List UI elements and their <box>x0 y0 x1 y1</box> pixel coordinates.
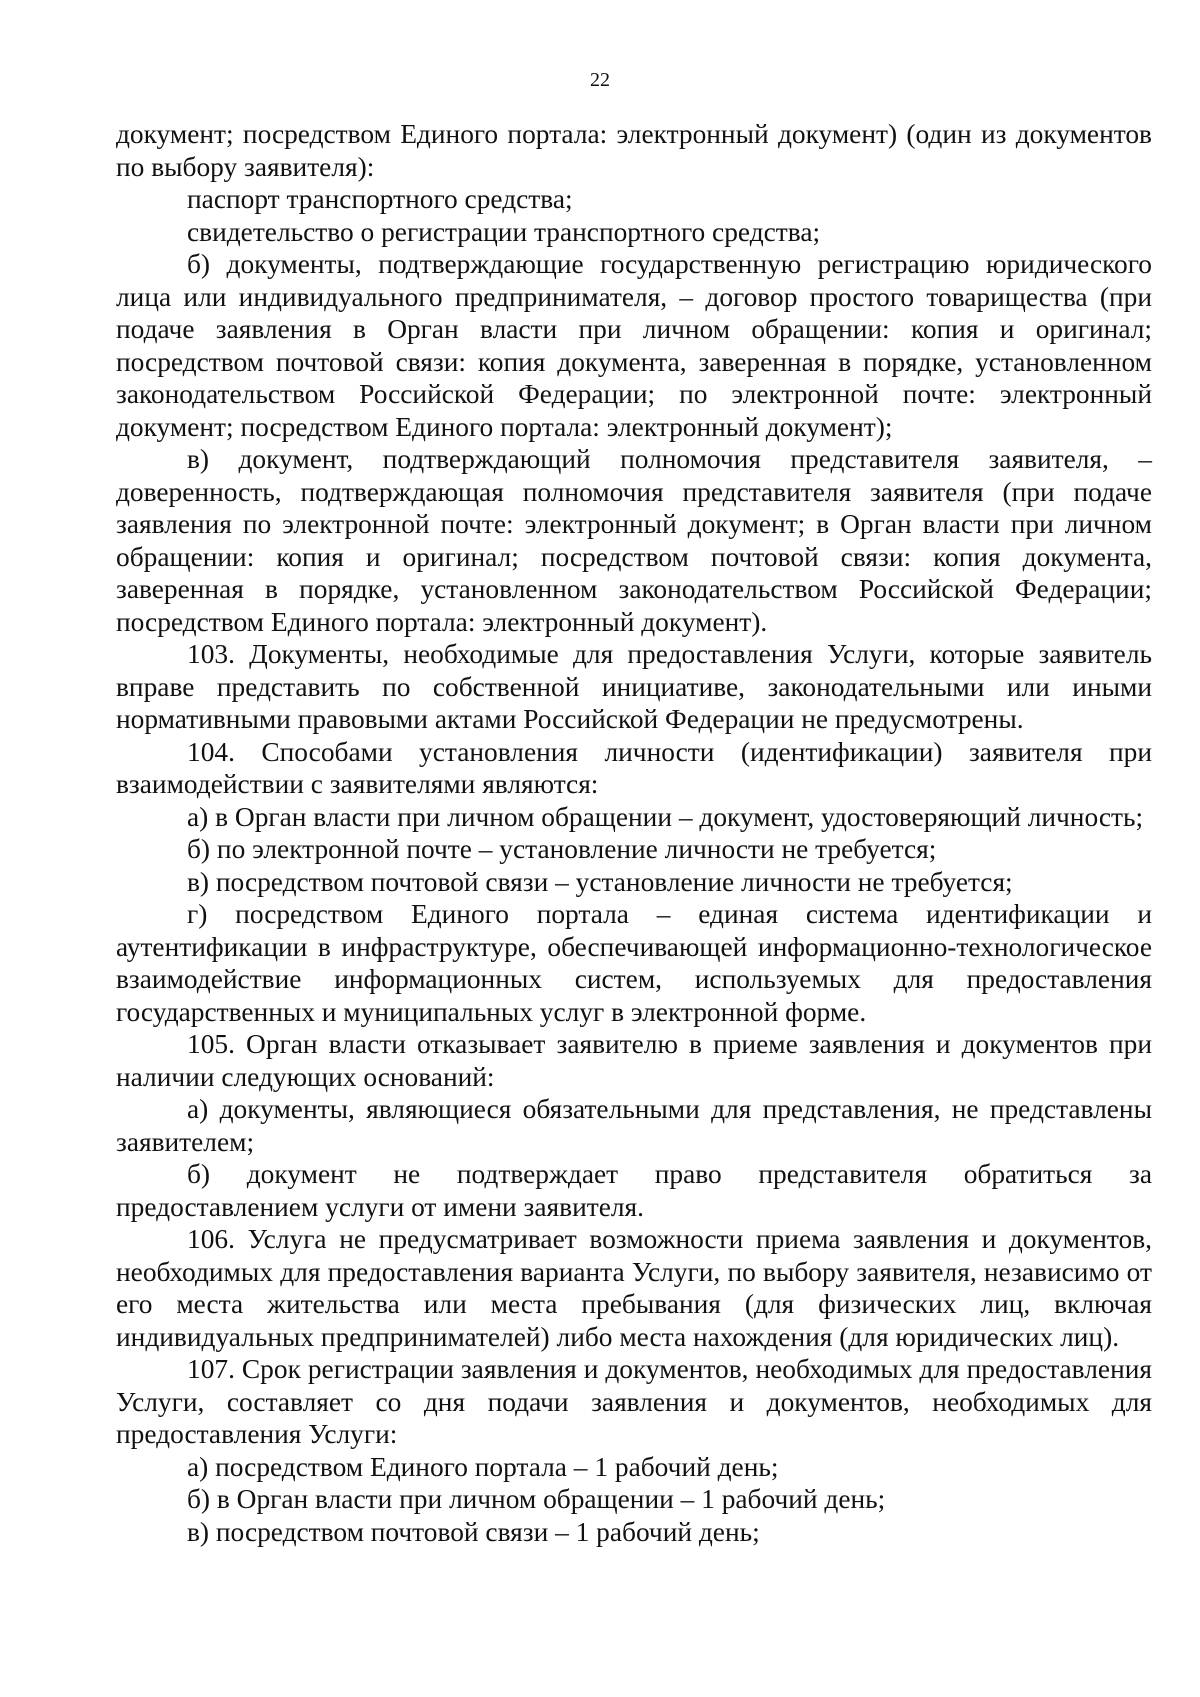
paragraph: свидетельство о регистрации транспортного средства; <box>187 216 821 247</box>
paragraph: 106. Услуга не предусматривает возможности приема заявления и документов, необходимых для предоставления варианта Услуги, по выбору заявителя, независимо от его места жительства или места пребывания (для физических лиц, включая индивидуальных предпринимателей) либо места нахождения (для юридических лиц). <box>116 1224 1152 1352</box>
paragraph: 103. Документы, необходимые для предоставления Услуги, которые заявитель вправе представить по собственной инициативе, законодательными или иными нормативными правовыми актами Российской Федерации не предусмотрены. <box>116 639 1152 734</box>
paragraph: г) посредством Единого портала – единая система идентификации и аутентификации в инфраструктуре, обеспечивающей информационно-технологическое взаимодействие информационных систем, используемых для предоставления государственных и муниципальных услуг в электронной форме. <box>116 899 1152 1027</box>
paragraph: в) посредством почтовой связи – установление личности не требуется; <box>187 866 1013 897</box>
paragraph: б) в Орган власти при личном обращении – 1 рабочий день; <box>187 1484 886 1514</box>
document-body <box>116 118 1152 1548</box>
paragraph: паспорт транспортного средства; <box>187 184 573 214</box>
paragraph: документ; посредством Единого портала: электронный документ) (один из документов по выбору заявителя): <box>116 119 1152 182</box>
paragraph: 107. Срок регистрации заявления и документов, необходимых для предоставления Услуги, составляет со дня подачи заявления и документов, необходимых для предоставления Услуги: <box>116 1354 1152 1449</box>
paragraph: а) посредством Единого портала – 1 рабочий день; <box>187 1451 779 1482</box>
paragraph: 105. Орган власти отказывает заявителю в приеме заявления и документов при наличии следующих оснований: <box>116 1029 1152 1092</box>
paragraph: б) документ не подтверждает право представителя обратиться за предоставлением услуги от имени заявителя. <box>116 1159 1152 1222</box>
paragraph: 104. Способами установления личности (идентификации) заявителя при взаимодействии с заявителями являются: <box>116 736 1152 799</box>
paragraph: б) документы, подтверждающие государственную регистрацию юридического лица или индивидуального предпринимателя, – договор простого товарищества (при подаче заявления в Орган власти при личном обращении: копия и оригинал; посредством почтовой связи: копия документа, заверенная в порядке, установленном законодательством Российской Федерации; по электронной почте: электронный документ; посредством Единого портала: электронный документ); <box>116 249 1152 442</box>
paragraph: а) документы, являющиеся обязательными для представления, не представлены заявителем; <box>116 1094 1152 1157</box>
paragraph: б) по электронной почте – установление личности не требуется; <box>187 834 937 864</box>
paragraph: а) в Орган власти при личном обращении – документ, удостоверяющий личность; <box>187 801 1144 832</box>
page-number: 22 <box>590 69 610 91</box>
paragraph: в) посредством почтовой связи – 1 рабочий день; <box>187 1516 760 1547</box>
paragraph: в) документ, подтверждающий полномочия представителя заявителя, – доверенность, подтверждающая полномочия представителя заявителя (при подаче заявления по электронной почте: электронный документ; в Орган власти при личном обращении: копия и оригинал; посредством почтовой связи: копия документа, заверенная в порядке, установленном законодательством Российской Федерации; посредством Единого портала: электронный документ). <box>116 444 1152 637</box>
